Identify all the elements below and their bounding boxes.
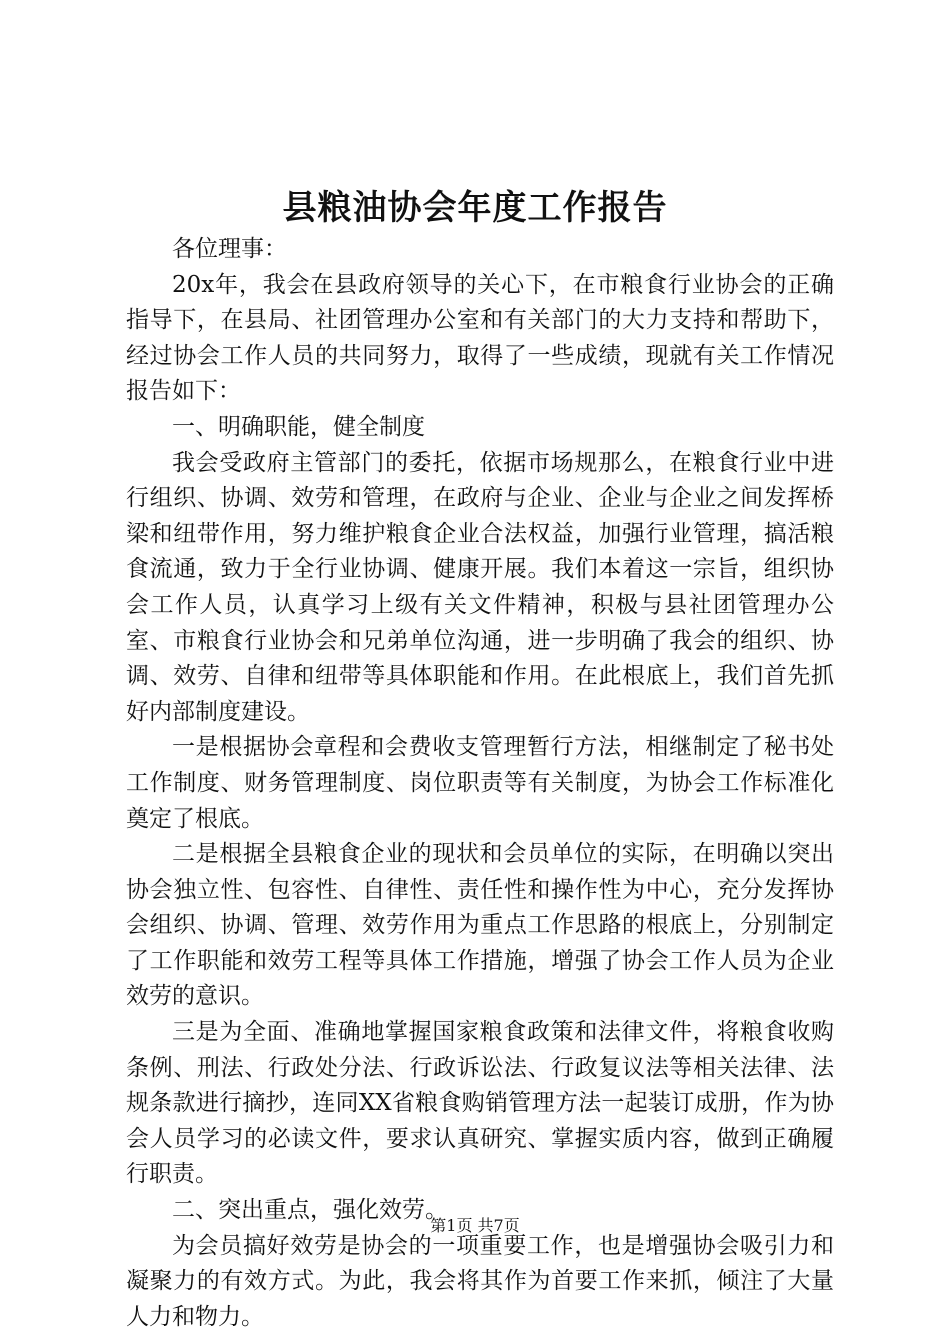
intro-paragraph: 20x年，我会在县政府领导的关心下，在市粮食行业协会的正确指导下，在县局、社团管理办公室和有关部门的大力支持和帮助下，经过协会工作人员的共同努力，取得了一些成绩，现就有关工作情况报告如下： [126,271,834,405]
salutation: 各位理事： [172,236,287,262]
section-heading-1: 一、明确职能，健全制度 [172,413,425,440]
body-paragraph: 一是根据协会章程和会费收支管理暂行方法，相继制定了秘书处工作制度、财务管理制度、岗位职责等有关制度，为协会工作标准化奠定了根底。 [126,734,834,832]
section-heading-2: 二、突出重点，强化效劳。 [172,1197,448,1224]
document-title: 县粮油协会年度工作报告 [282,188,668,228]
document-body [126,232,834,1335]
body-paragraph: 为会员搞好效劳是协会的一项重要工作，也是增强协会吸引力和凝聚力的有效方式。为此，我会将其作为首要工作来抓，倾注了大量人力和物力。 [126,1232,834,1330]
body-paragraph: 我会受政府主管部门的委托，依据市场规那么，在粮食行业中进行组织、协调、效劳和管理，在政府与企业、企业与企业之间发挥桥梁和纽带作用，努力维护粮食企业合法权益，加强行业管理，搞活粮食流通，致力于全行业协调、健康开展。我们本着这一宗旨，组织协会工作人员，认真学习上级有关文件精神，积极与县社团管理办公室、市粮食行业协会和兄弟单位沟通，进一步明确了我会的组织、协调、效劳、自律和纽带等具体职能和作用。在此根底上，我们首先抓好内部制度建设。 [126,449,834,725]
body-paragraph: 三是为全面、准确地掌握国家粮食政策和法律文件，将粮食收购条例、刑法、行政处分法、行政诉讼法、行政复议法等相关法律、法规条款进行摘抄，连同XX省粮食购销管理方法一起装订成册，作为协会人员学习的必读文件，要求认真研究、掌握实质内容，做到正确履行职责。 [126,1019,834,1188]
page-footer: 第1页 共7页 [430,1216,520,1235]
body-paragraph: 二是根据全县粮食企业的现状和会员单位的实际，在明确以突出协会独立性、包容性、自律性、责任性和操作性为中心，充分发挥协会组织、协调、管理、效劳作用为重点工作思路的根底上，分别制定了工作职能和效劳工程等具体工作措施，增强了协会工作人员为企业效劳的意识。 [126,841,834,1010]
